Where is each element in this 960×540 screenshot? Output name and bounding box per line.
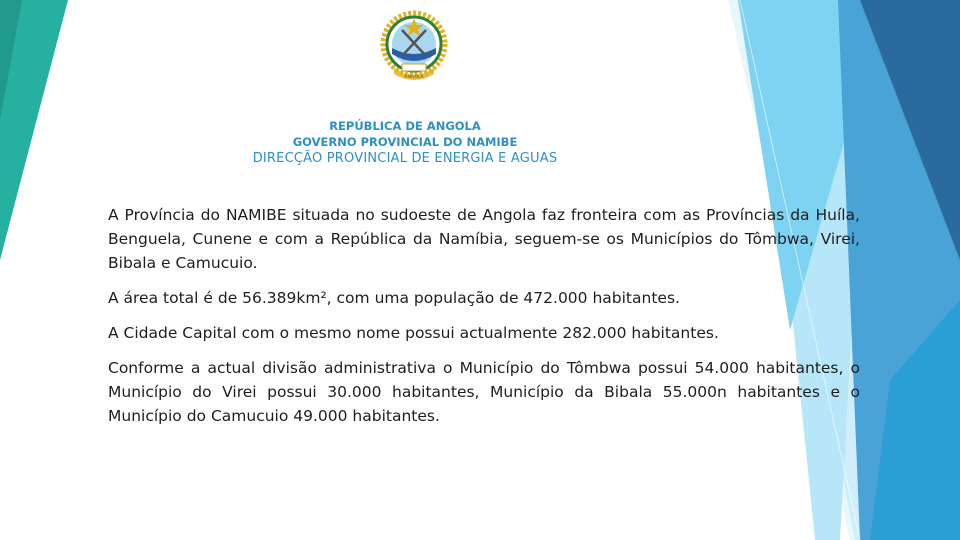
header-government: GOVERNO PROVINCIAL DO NAMIBE <box>292 135 518 149</box>
paragraph-area: A área total é de 56.389km², com uma população de 472.000 habitantes. <box>108 289 680 307</box>
angola-coat-of-arms-icon <box>376 8 452 84</box>
paragraph-municipalities: Conforme a actual divisão administrativa o Município do Tômbwa possui 54.000 habitantes, o Município do Virei possui 30.000 habitantes, Município da Bibala 55.000n habitantes e o Município do Camucuio 49.000 habitantes. <box>108 359 860 425</box>
left-decoration <box>0 0 70 540</box>
paragraph-capital: A Cidade Capital com o mesmo nome possui actualmente 282.000 habitantes. <box>108 324 719 342</box>
document-header <box>205 118 605 167</box>
emblem-ribbon-text: ANGOLA <box>404 75 424 80</box>
paragraph-province: A Província do NAMIBE situada no sudoeste de Angola faz fronteira com as Províncias da Huíla, Benguela, Cunene e com a República da Namíbia, seguem-se os Municípios do Tômbwa, Virei, Bibala e Camucuio. <box>108 206 860 272</box>
header-directorate: DIRECÇÃO PROVINCIAL DE ENERGIA E AGUAS <box>252 151 558 166</box>
body-text <box>108 203 860 439</box>
header-republic: REPÚBLICA DE ANGOLA <box>329 119 481 133</box>
